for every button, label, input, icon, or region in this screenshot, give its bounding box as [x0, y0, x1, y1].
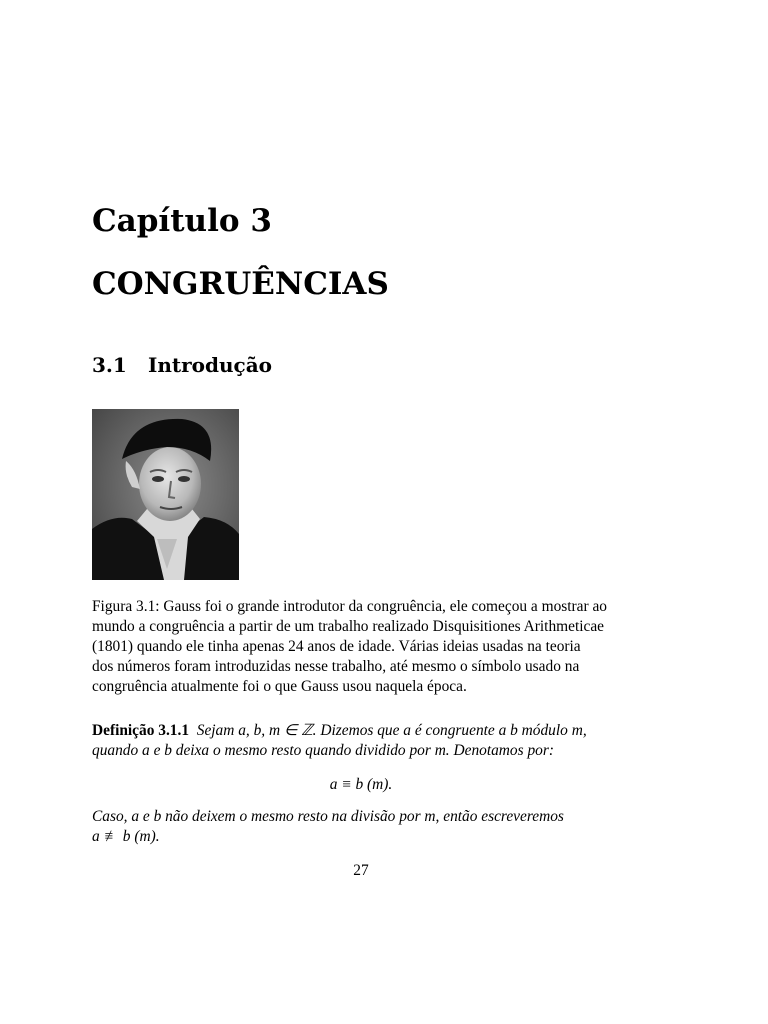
- remark-line: Caso, a e b não deixem o mesmo resto na divisão por m, então escreveremos: [92, 808, 564, 825]
- congruence-formula: a ≡ b (m).: [329, 776, 393, 793]
- caption-line: congruência atualmente foi o que Gauss usou naquela época.: [92, 678, 467, 695]
- section-title: Introdução: [148, 353, 273, 377]
- chapter-label: Capítulo 3: [92, 203, 272, 239]
- definition-text-line: quando a e b deixa o mesmo resto quando dividido por m. Denotamos por:: [92, 742, 554, 759]
- caption-line: dos números foram introduzidas nesse trabalho, até mesmo o símbolo usado na: [92, 658, 580, 675]
- figure-caption: [92, 597, 630, 697]
- definition-label: Definição 3.1.1: [92, 722, 190, 739]
- chapter-title: CONGRUÊNCIAS: [92, 266, 389, 302]
- remark-line: a ≢ b (m).: [92, 828, 160, 845]
- gauss-portrait-image: [92, 409, 239, 580]
- section-number: 3.1: [92, 353, 127, 377]
- definition-text-line: Sejam a, b, m ∈ ℤ. Dizemos que a é congruente a b módulo m,: [196, 722, 587, 739]
- caption-line: (1801) quando ele tinha apenas 24 anos de idade. Várias ideias usadas na teoria: [92, 638, 581, 655]
- caption-line: mundo a congruência a partir de um trabalho realizado Disquisitiones Arithmeticae: [92, 618, 604, 635]
- definition-block: [92, 721, 630, 761]
- definition-remark: [92, 807, 630, 847]
- caption-line: Figura 3.1: Gauss foi o grande introdutor da congruência, ele começou a mostrar ao: [92, 598, 607, 615]
- section-heading: [92, 353, 272, 377]
- page-number: 27: [353, 862, 369, 879]
